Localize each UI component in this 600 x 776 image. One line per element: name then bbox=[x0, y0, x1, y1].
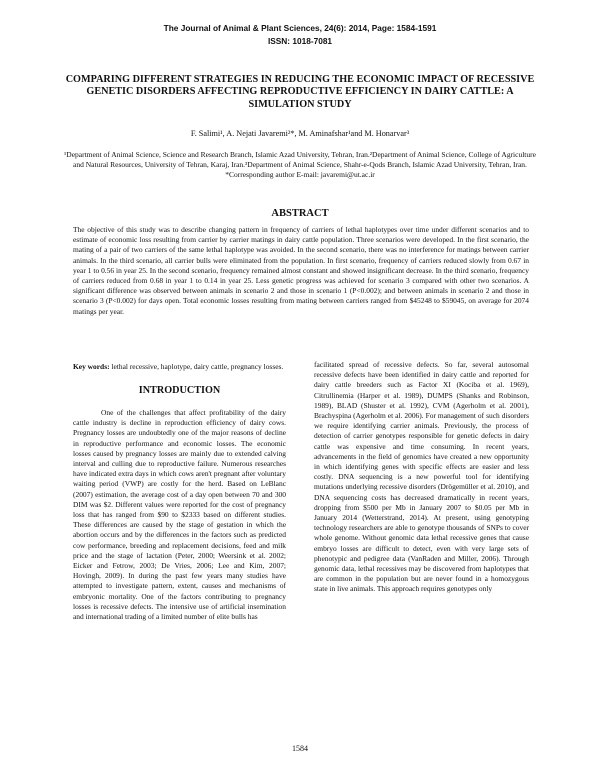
keywords-label: Key words: bbox=[73, 362, 110, 371]
introduction-right-column: facilitated spread of recessive defects. So far, several autosomal recessive defects have been identified in dairy cattle and reported for dairy cattle breeders such as Factor XI (Kociba et al. 1969), Citrullinemia (Harper et al. 1989), DUMPS (Shanks and Robinson, 1989), BLAD (Shuster et al. 1992), CVM (Agerholm et al. 2001), Brachyspina (Agerholm et al. 2006). For management of such disorders we require identifying carrier animals. Previously, the process of detection of carrier genotypes responsible for genetic defects in dairy cattle was expensive and time consuming. In recent years, advancements in the field of genomics have created a new opportunity in which identifying genes with specific effects are easier and less costly. DNA sequencing is a new powerful tool for identifying mutations underlying recessive disorders (Drögemüller et al. 2010), and DNA sequencing costs has decreased dramatically in recent years, dropping from $500 per Mb in January 2007 to $0.05 per Mb in January 2014 (Wetterstrand, 2014). At present, using genotyping technology researchers are able to genotype thousands of SNPs to cover whole genome. Without genomic data lethal recessive genes that cause embryo losses are difficult to detect, even with very large sets of phenotypic and pedigree data (VanRaden and Miller, 2006). Through genomic data, lethal recessives may be discovered from haplotypes that are common in the population but are never found in a homozygous state in live animals. This approach requires genotypes only bbox=[314, 360, 529, 594]
abstract-text: The objective of this study was to describe changing pattern in frequency of carriers of lethal haplotypes over time under different scenarios and to estimate of economic loss resulting from carrier by carrier matings in dairy cattle population. Three scenarios were developed. In the first scenario, the mating of a pair of two carriers of the same lethal haplotype was avoided. In the second scenario, there was no interference for matings between carrier animals. In the third scenario, all carrier bulls were eliminated from the population. In first scenario, frequency of carriers reduced slowly from 0.67 in year 1 to 0.56 in year 25. In the second scenario, frequency remained almost constant and showed insignificant decrease. In the third scenario, frequency of carriers reduced from 0.68 in year 1 to 0.14 in year 25. Less genetic progress was achieved for scenario 3 compared with other two scenarios. A significant difference was observed between animals in scenario 2 and those in scenario 1 (P<0.002); and between animals in scenario 2 and those in scenario 3 (P<0.002) for days open. Total economic losses resulting from mating between carriers ranged from $45248 to $59045, on average for 2074 matings per year. bbox=[73, 225, 529, 316]
page-number: 1584 bbox=[292, 744, 308, 753]
affiliation-text: ¹Department of Animal Science, Science and Research Branch, Islamic Azad University, Tehran, Iran.²Department of Animal Science, College of Agriculture and Natural Resources, University of Tehran, Karaj, Iran.³Department of Animal Science, Shahr-e-Qods Branch, Islamic Azad University, Tehran, Iran. bbox=[64, 150, 536, 170]
author-list: F. Salimi¹, A. Nejati Javaremi²*, M. Aminafshar¹and M. Honarvar³ bbox=[190, 129, 410, 138]
keywords-text: lethal recessive, haplotype, dairy cattle, pregnancy losses. bbox=[111, 362, 284, 371]
journal-header bbox=[0, 22, 600, 48]
journal-issn: ISSN: 1018-7081 bbox=[267, 36, 333, 46]
journal-citation: The Journal of Animal & Plant Sciences, 24(6): 2014, Page: 1584-1591 bbox=[163, 23, 437, 33]
corresponding-author: *Corresponding author E-mail: javaremi@ut.ac.ir bbox=[225, 170, 375, 180]
paper-title: COMPARING DIFFERENT STRATEGIES IN REDUCING THE ECONOMIC IMPACT OF RECESSIVE GENETIC DISORDERS AFFECTING REPRODUCTIVE EFFICIENCY IN DAIRY CATTLE: A SIMULATION STUDY bbox=[65, 74, 535, 110]
introduction-left-column: One of the challenges that affect profitability of the dairy cattle industry is decline in reproduction efficiency of dairy cows. Pregnancy losses are undoubtedly one of the major reasons of decline in reproductive performance and economic losses. The economic losses caused by pregnancy losses are mainly due to extended calving interval and culling due to reproductive failure. Numerous researches have indicated extra days in which cows aren't pregnant after voluntary waiting period (VWP) are costly for the herd. Based on LeBlanc (2007) estimation, the average cost of a day open between 70 and 300 DIM was $2. Different values were reported for the cost of pregnancy loss that has ranged from $90 to $2333 based on different studies. These differences are caused by the stage of gestation in which the abortion occurs and by the differences in the factors such as predicted cow performance, breeding and replacement decisions, feed and milk price and the stage of lactation (Peter, 2000; Weersink et al. 2002; Eicker and Fetrow, 2003; De Vries, 2006; Lee and Kim, 2007; Hovingh, 2009). In during the past few years many studies have attempted to investigate pattern, extent, causes and mechanisms of embryonic mortality. One of the factors contributing to pregnancy losses is recessive defects. The intensive use of artificial insemination and international trading of a limited number of elite bulls has bbox=[73, 408, 286, 622]
abstract-heading: ABSTRACT bbox=[271, 208, 329, 219]
affiliations bbox=[62, 150, 538, 181]
introduction-heading: INTRODUCTION bbox=[138, 385, 221, 396]
